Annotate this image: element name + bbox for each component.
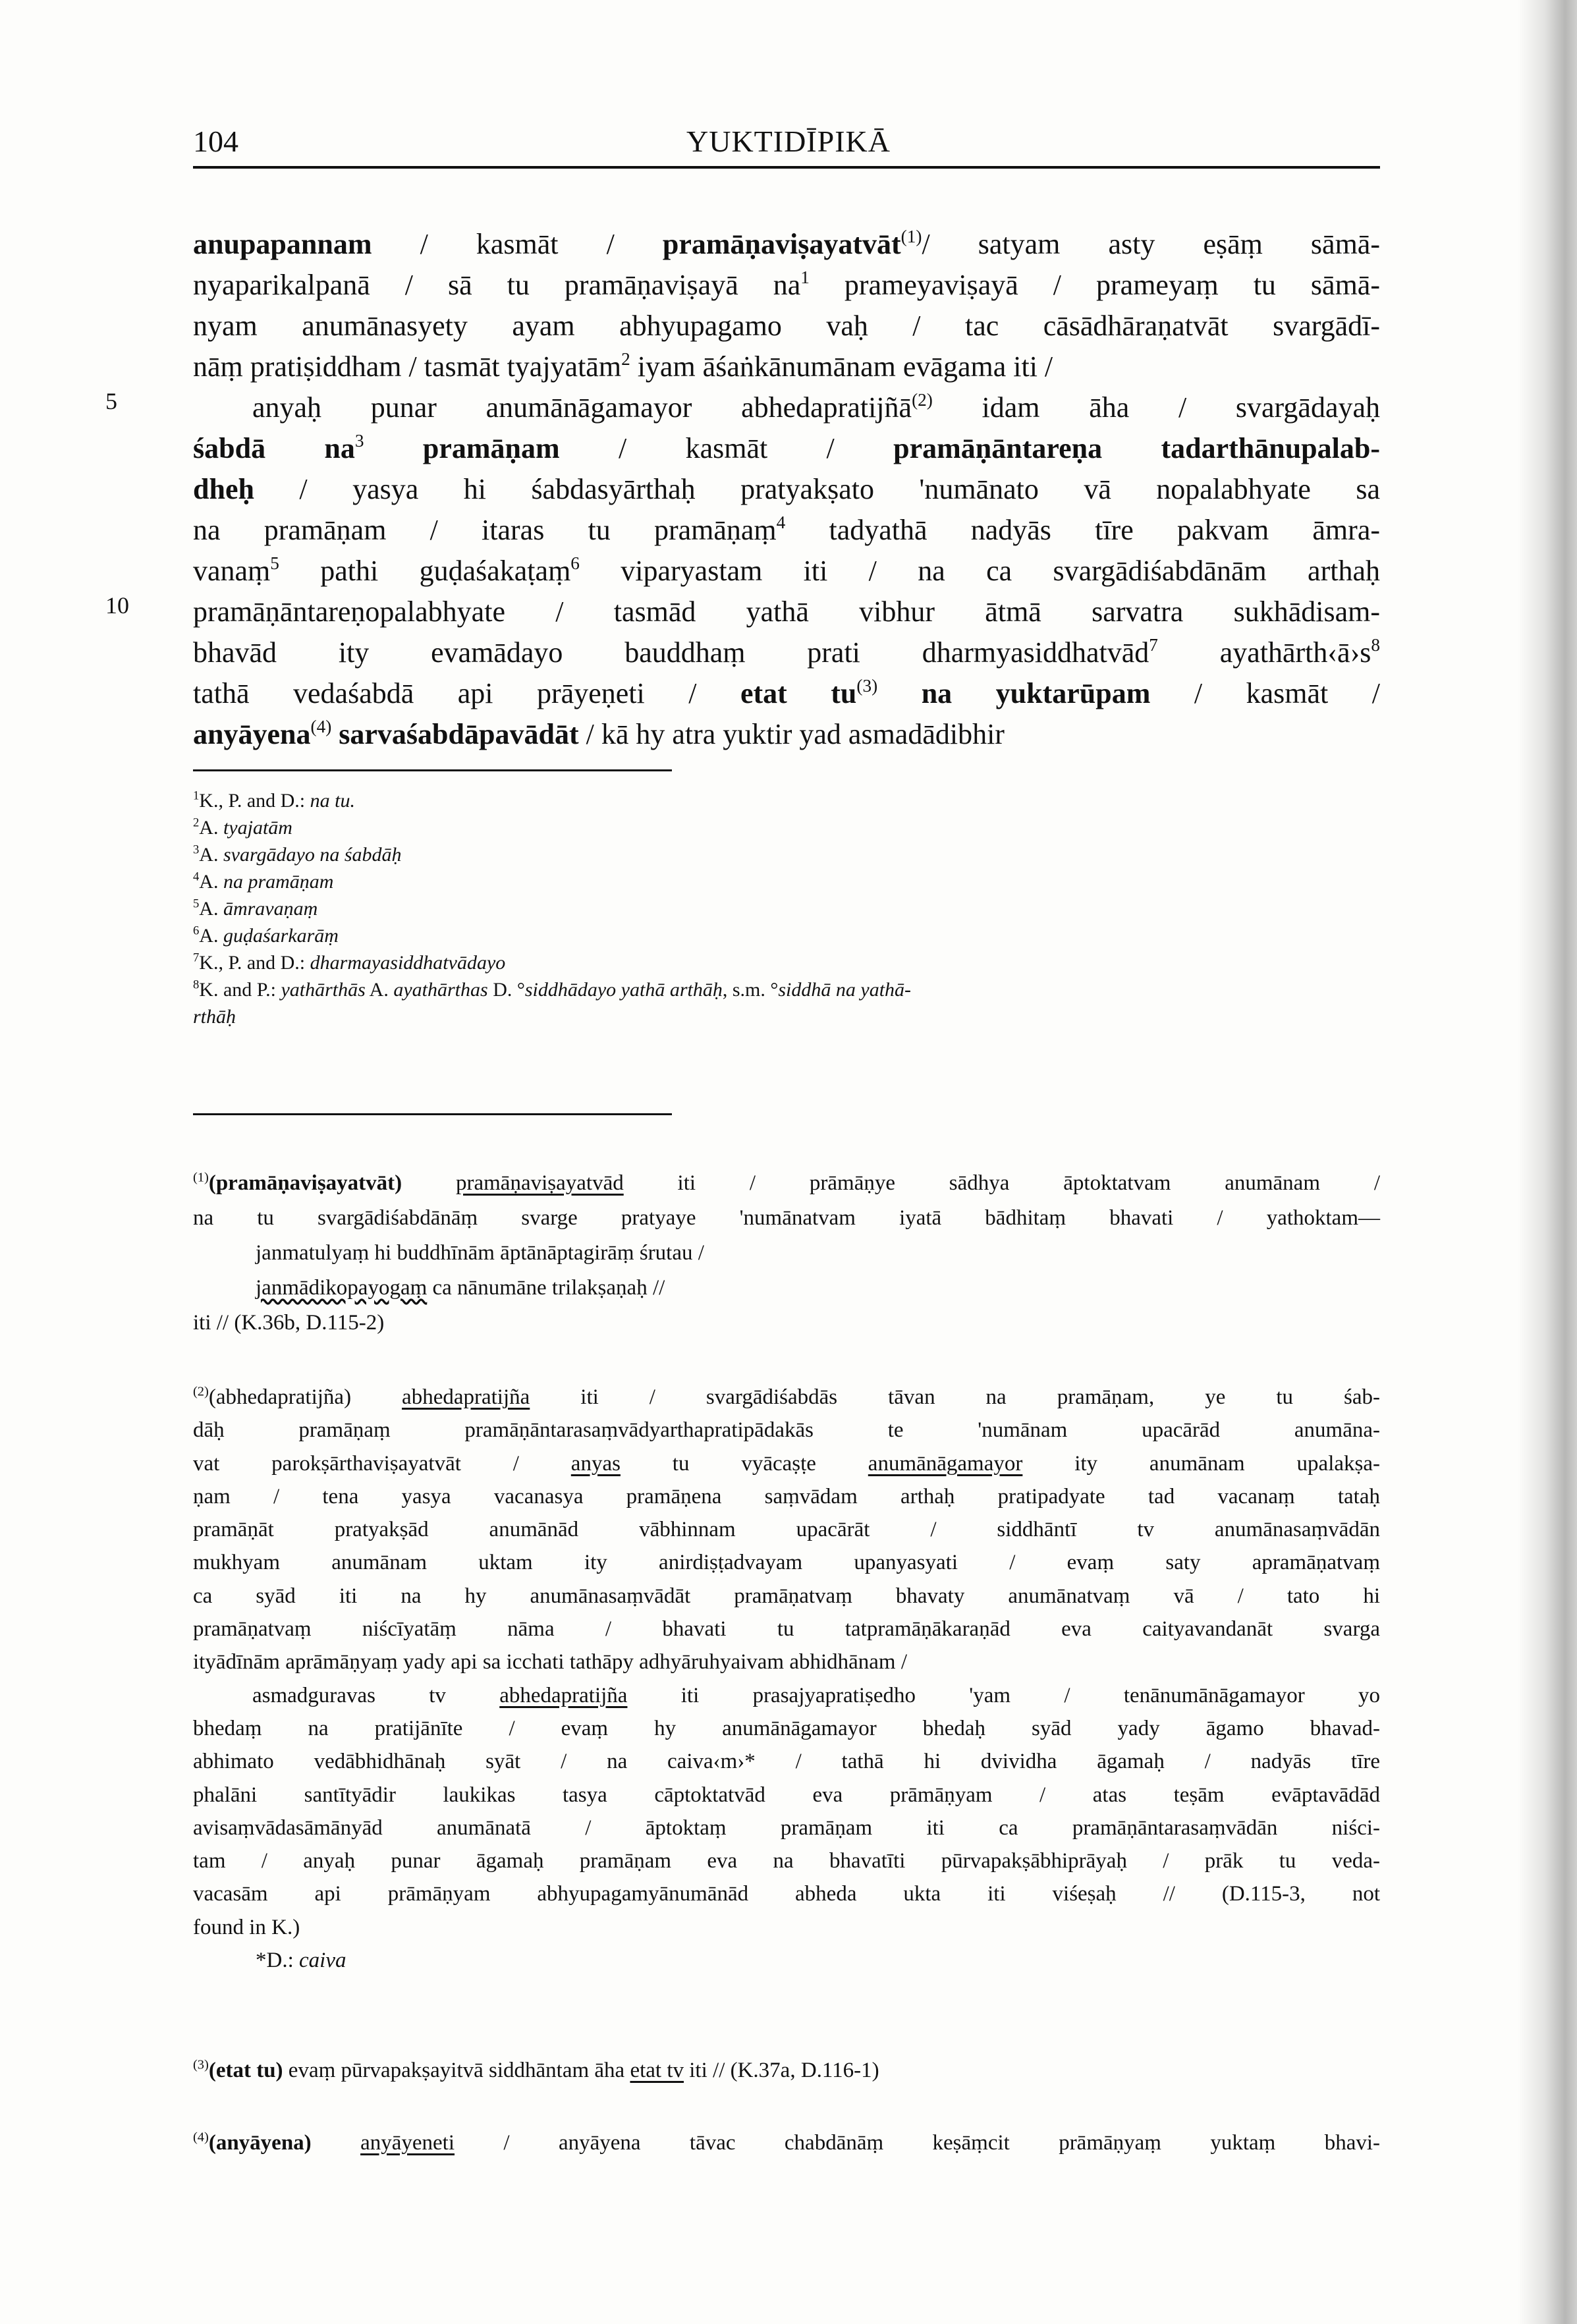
text-segment: siddhā na yathā- [778, 979, 912, 1001]
text-line [193, 1712, 1380, 1745]
text-segment: (anyāyena) [208, 2131, 312, 2155]
text-segment: nāṃ pratiṣiddham / tasmāt tyajyatām [193, 350, 622, 383]
scan-shadow [1518, 0, 1577, 2324]
text-segment: sarvaśabdāpavādāt [331, 718, 579, 750]
text-line [193, 1003, 1380, 1030]
text-line [193, 1877, 1380, 1910]
text-segment: svargādayo na śabdāḥ [223, 844, 402, 866]
text-segment: A. [199, 817, 223, 839]
text-line [193, 868, 1380, 895]
text-segment: viparyastam iti / na ca svargādiśabdānām arthaḥ [579, 555, 1380, 587]
text-line [193, 632, 1380, 673]
commentary-rule [193, 1113, 672, 1115]
text-segment: K. and P.: [199, 979, 281, 1001]
text-segment: phalāni santītyādir laukikas tasya cāptoktatvād eva prāmāṇyam / atas teṣām evāptavādād [193, 1783, 1380, 1807]
text-line [193, 1812, 1380, 1844]
text-segment: pramāṇāntareṇopalabhyate / tasmād yathā vibhur ātmā sarvatra sukhādisam- [193, 595, 1380, 628]
note-marker: 3 [354, 431, 364, 451]
text-line [193, 895, 1380, 922]
text-segment: pathi guḍaśakaṭaṃ [279, 555, 571, 587]
text-segment: tadyathā nadyās tīre pakvam āmra- [785, 514, 1380, 546]
text-line [193, 428, 1380, 469]
text-segment: asmadguravas tv [252, 1683, 500, 1707]
text-segment: found in K.) [193, 1915, 300, 1939]
text-segment: janmatulyaṃ hi buddhīnām āptānāptagirāṃ śrutau / [256, 1241, 704, 1265]
text-segment: pramāṇāt pratyakṣād anumānād vābhinnam upacārāt / siddhāntī tv anumānasaṃvādān [193, 1518, 1380, 1542]
text-line [193, 1414, 1380, 1447]
note-marker: (3) [193, 2057, 209, 2072]
text-segment: ityādīnām aprāmāṇyaṃ yady api sa icchati tathāpy adhyāruhyaivam abhidhānam / [193, 1650, 908, 1674]
text-line [193, 1911, 1380, 1944]
line-number-10: 10 [105, 592, 129, 619]
note-marker: 1 [800, 267, 810, 288]
text-segment: ity anumānam upalakṣa- [1022, 1451, 1380, 1476]
running-title: YUKTIDĪPIKĀ [686, 124, 891, 158]
text-segment: iti // (K.37a, D.116-1) [684, 2059, 879, 2082]
text-segment: / kasmāt / [559, 432, 894, 464]
text-line [193, 814, 1380, 841]
note-marker: (3) [856, 676, 878, 696]
text-segment: vanaṃ [193, 555, 271, 587]
text-line [193, 1745, 1380, 1778]
text-segment: bhavād ity evamādayo bauddhaṃ prati dharmyasiddhatvād [193, 636, 1149, 669]
text-segment: tyajatām [223, 817, 292, 839]
note-marker: 2 [621, 349, 630, 370]
main-text [193, 224, 1380, 755]
text-segment: tathā vedaśabdā api prāyeṇeti / [193, 677, 740, 709]
text-segment: na pramāṇam [223, 871, 334, 893]
text-segment: na tu. [310, 790, 355, 812]
text-segment: (etat tu) [208, 2059, 283, 2082]
text-line [193, 1381, 1380, 1414]
note-marker: 2 [193, 816, 200, 830]
text-segment: na tu svargādiśabdānāṃ svarge pratyaye 'numānatvam iyatā bādhitaṃ bhavati / yathoktam— [193, 1206, 1380, 1230]
text-line [193, 1480, 1380, 1513]
text-line [193, 1613, 1380, 1646]
text-segment: anyaḥ punar anumānāgamayor abhedapratijñā [252, 391, 912, 424]
text-segment: vat parokṣārthaviṣayatvāt / [193, 1451, 571, 1476]
note-marker: 4 [193, 870, 200, 884]
text-segment: na pramāṇam / itaras tu pramāṇaṃ [193, 514, 777, 546]
text-line [193, 949, 1380, 976]
text-segment: dharmayasiddhatvādayo [310, 952, 506, 974]
text-line [193, 1306, 1380, 1341]
text-line [193, 1447, 1380, 1480]
text-line [193, 346, 1380, 387]
text-segment: iti / prāmāṇye sādhya āptoktatvam anumānam / [623, 1171, 1380, 1195]
note-marker: 5 [193, 897, 200, 911]
text-segment: pramāṇaviṣayatvāt [662, 228, 901, 260]
text-line [193, 1679, 1380, 1712]
text-segment: prameyaviṣayā / prameyaṃ tu sāmā- [809, 269, 1380, 301]
text-segment: *D.: [256, 1949, 299, 1973]
text-line [193, 1271, 1380, 1306]
note-marker: (1) [900, 227, 922, 247]
note-marker: (1) [193, 1170, 209, 1185]
text-segment: / yasya hi śabdasyārthaḥ pratyakṣato 'numānato vā nopalabhyate sa [254, 473, 1380, 505]
text-line [193, 1201, 1380, 1236]
text-segment: ayathārthas [393, 979, 488, 1001]
text-segment: rthāḥ [193, 1006, 236, 1028]
text-line [193, 976, 1380, 1003]
text-segment: anyāyeneti [360, 2131, 455, 2155]
text-segment: abhedapratijña [402, 1385, 530, 1409]
text-line [193, 1944, 1380, 1977]
text-segment: tu vyācaṣṭe [620, 1451, 868, 1476]
text-line [193, 224, 1380, 265]
text-segment [402, 1171, 456, 1195]
note-marker: 5 [270, 553, 279, 574]
text-segment: iyam āśaṅkānumānam evāgama iti / [630, 350, 1053, 383]
text-segment: A. [199, 844, 223, 866]
text-segment: anumānāgamayor [868, 1451, 1023, 1476]
note-marker: (4) [193, 2130, 209, 2145]
text-segment: , s.m. ° [722, 979, 779, 1001]
note-marker: 6 [570, 553, 580, 574]
footnotes [193, 787, 1380, 1030]
note-marker: 7 [1149, 635, 1158, 655]
text-segment: avisaṃvādasāmānyād anumānatā / āptoktaṃ pramāṇam iti ca pramāṇāntarasaṃvādān niści- [193, 1815, 1380, 1840]
text-segment: evaṃ pūrvapakṣayitvā siddhāntam āha [283, 2059, 630, 2082]
text-segment: ca nānumāne trilakṣaṇaḥ // [427, 1276, 665, 1300]
text-line [193, 2054, 1380, 2087]
text-line [193, 922, 1380, 949]
commentary-3 [193, 2054, 1380, 2087]
text-segment: pramāṇam [364, 432, 560, 464]
text-segment: A. [199, 898, 223, 920]
text-segment: na yuktarūpam [877, 677, 1151, 709]
text-line [193, 1236, 1380, 1271]
note-marker: (2) [912, 390, 933, 410]
text-segment: nyaparikalpanā / sā tu pramāṇaviṣayā na [193, 269, 801, 301]
text-segment: siddhādayo yathā arthāḥ [524, 979, 723, 1001]
text-segment: vacasām api prāmāṇyam abhyupagamyānumānād abheda ukta iti viśeṣaḥ // (D.115-3, not [193, 1882, 1380, 1906]
text-segment: pramāṇāntareṇa tadarthānupalab- [893, 432, 1380, 464]
text-segment: ca syād iti na hy anumānasaṃvādāt pramāṇatvaṃ bhavaty anumānatvaṃ vā / tato hi [193, 1584, 1380, 1608]
text-segment: K., P. and D.: [199, 952, 310, 974]
text-segment: anyāyena [193, 718, 311, 750]
text-segment: ṇam / tena yasya vacanasya pramāṇena saṃvādam arthaḥ pratipadyate tad vacanaṃ tataḥ [193, 1484, 1380, 1508]
text-segment: abhedapratijña [499, 1683, 628, 1707]
text-line [193, 510, 1380, 551]
text-line [193, 1844, 1380, 1877]
line-number-5: 5 [105, 388, 117, 414]
page-number: 104 [193, 124, 238, 158]
text-line [193, 714, 1380, 755]
text-segment: caiva [299, 1949, 346, 1973]
text-segment: pramāṇatvaṃ niścīyatāṃ nāma / bhavati tu tatpramāṇākaraṇād eva caityavandanāt svarga [193, 1617, 1380, 1642]
text-segment: / satyam asty eṣāṃ sāmā- [922, 228, 1380, 260]
note-marker: 6 [193, 924, 200, 938]
text-segment: iti // (K.36b, D.115-2) [193, 1311, 385, 1335]
note-marker: 8 [193, 978, 200, 992]
text-segment: bhedaṃ na pratijānīte / evaṃ hy anumānāgamayor bhedaḥ syād yady āgamo bhavad- [193, 1716, 1380, 1740]
text-segment: A. [199, 925, 223, 947]
text-segment: idam āha / svargādayaḥ [932, 391, 1381, 424]
note-marker: (4) [310, 717, 332, 737]
note-marker: (2) [193, 1384, 209, 1399]
text-segment: A. [199, 871, 223, 893]
text-segment: etat tu [740, 677, 857, 709]
text-line [193, 551, 1380, 592]
text-segment: etat tv [630, 2059, 684, 2082]
text-segment: K., P. and D.: [199, 790, 310, 812]
text-segment: janmādikopayogaṃ [256, 1276, 428, 1300]
text-segment: guḍaśarkarāṃ [223, 925, 339, 947]
text-line [193, 306, 1380, 346]
text-line [193, 1779, 1380, 1812]
text-segment: mukhyam anumānam uktam ity anirdiṣṭadvayam upanyasyati / evaṃ saty apramāṇatvaṃ [193, 1551, 1380, 1575]
note-marker: 7 [193, 951, 200, 965]
text-segment: (abhedapratijña) [208, 1385, 402, 1409]
text-segment: / anyāyena tāvac chabdānāṃ keṣāṃcit prāmāṇyaṃ yuktaṃ bhavi- [455, 2131, 1381, 2155]
text-segment: (pramāṇaviṣayatvāt) [208, 1171, 402, 1195]
note-marker: 8 [1371, 635, 1380, 655]
text-segment: / kasmāt / [372, 228, 663, 260]
text-segment: anyas [570, 1451, 621, 1476]
text-line [193, 1513, 1380, 1546]
footnote-rule [193, 769, 672, 771]
text-segment: A. [365, 979, 394, 1001]
commentary-1 [193, 1166, 1380, 1341]
text-segment: / kā hy atra yuktir yad asmadādibhir [578, 718, 1005, 750]
text-segment: dheḥ [193, 473, 254, 505]
text-segment: anupapannam [193, 228, 372, 260]
text-segment [312, 2131, 360, 2155]
commentary-4 [193, 2126, 1380, 2159]
text-segment: iti prasajyapratiṣedho 'yam / tenānumānāgamayor yo [627, 1683, 1380, 1707]
note-marker: 1 [193, 788, 200, 803]
text-segment: ayathārth‹ā›s [1157, 636, 1371, 669]
text-segment: iti / svargādiśabdās tāvan na pramāṇam, ye tu śab- [530, 1385, 1380, 1409]
text-segment: / kasmāt / [1150, 677, 1380, 709]
text-segment: pramāṇaviṣayatvād [456, 1171, 624, 1195]
text-line [193, 673, 1380, 714]
note-marker: 4 [776, 512, 786, 533]
text-line [193, 469, 1380, 510]
text-segment: tam / anyaḥ punar āgamaḥ pramāṇam eva na bhavatīti pūrvapakṣābhiprāyaḥ / prāk tu veda- [193, 1849, 1380, 1873]
text-line [193, 2126, 1380, 2159]
commentary-2 [193, 1381, 1380, 1977]
text-segment: śabdā na [193, 432, 355, 464]
text-line [193, 787, 1380, 814]
text-line [193, 1166, 1380, 1201]
text-line [193, 387, 1380, 428]
text-segment: abhimato vedābhidhānaḥ syāt / na caiva‹m›* / tathā hi dvividha āgamaḥ / nadyās tīre [193, 1750, 1380, 1774]
text-line [193, 1546, 1380, 1579]
header-rule [193, 166, 1380, 169]
text-line [193, 1580, 1380, 1613]
text-segment: nyam anumānasyety ayam abhyupagamo vaḥ / tac cāsādhāraṇatvāt svargādī- [193, 310, 1380, 342]
text-line [193, 841, 1380, 868]
text-line [193, 265, 1380, 306]
text-line [193, 592, 1380, 632]
text-segment: D. ° [487, 979, 525, 1001]
note-marker: 3 [193, 843, 200, 857]
text-line [193, 1646, 1380, 1678]
text-segment: yathārthās [281, 979, 366, 1001]
text-segment: dāḥ pramāṇaṃ pramāṇāntarasaṃvādyarthapratipādakās te 'numānam upacārād anumāna- [193, 1418, 1380, 1443]
text-segment: āmravaṇaṃ [223, 898, 318, 920]
